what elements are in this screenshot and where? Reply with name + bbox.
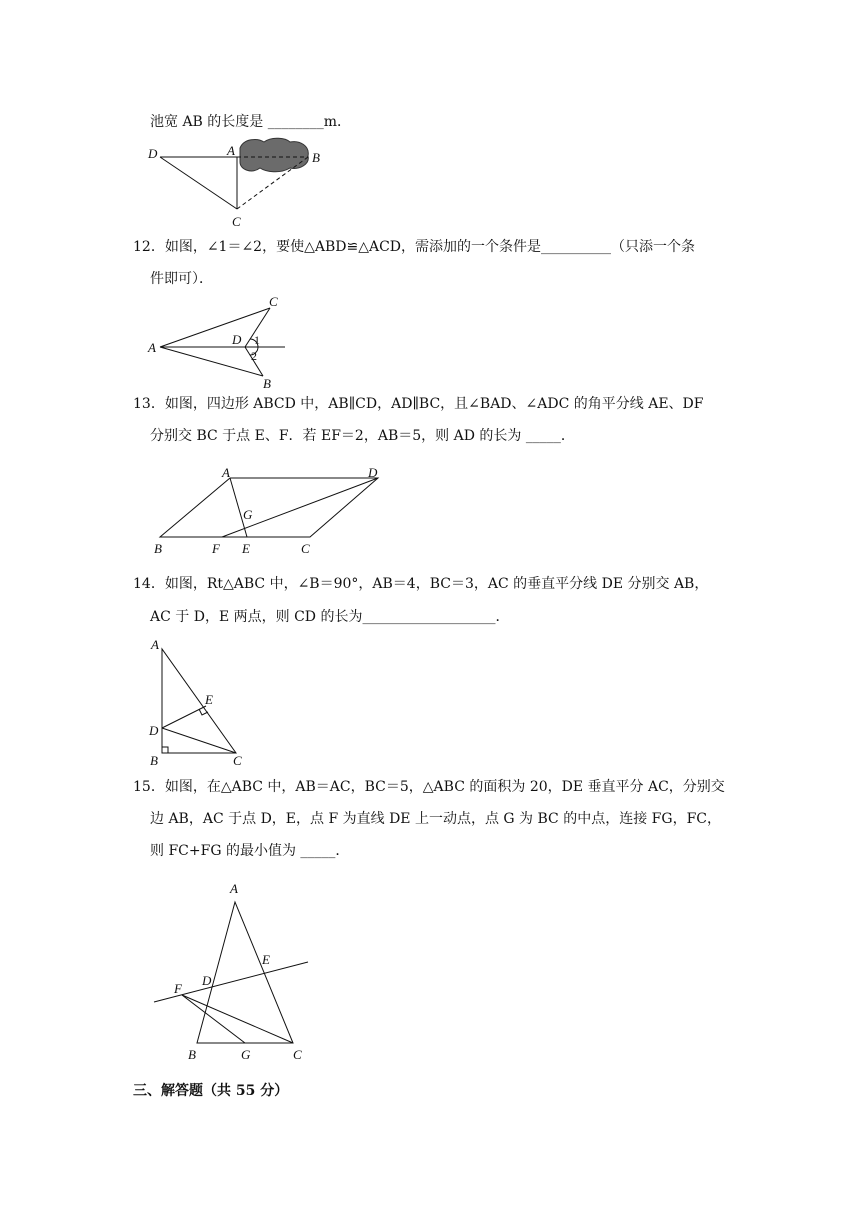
- parallelogram-ABCD: [160, 478, 378, 537]
- pond-diagram: [140, 134, 340, 234]
- angle-diagram: [145, 292, 295, 392]
- label-E: E: [205, 692, 213, 707]
- label-B: B: [188, 1047, 196, 1062]
- label-D: D: [232, 332, 242, 347]
- parallelogram-diagram: [150, 462, 400, 557]
- label-E: E: [242, 541, 250, 556]
- label-A: A: [151, 637, 159, 652]
- label-D: D: [149, 723, 159, 738]
- label-C: C: [233, 753, 242, 768]
- q15-line3-wrap: [150, 841, 349, 861]
- label-D: D: [368, 465, 378, 480]
- right-triangle-diagram: [143, 634, 263, 774]
- q12-figure: [145, 292, 295, 392]
- segment-FG: [182, 995, 245, 1043]
- label-F: F: [212, 541, 220, 556]
- label-D: D: [202, 973, 212, 988]
- label-angle-2: 2: [251, 349, 257, 363]
- q14-text-line2: AC 于 D，E 两点，则 CD 的长为___________________．: [150, 609, 510, 625]
- label-angle-1: 1: [254, 333, 260, 347]
- isosceles-triangle-diagram: [150, 878, 320, 1063]
- section-heading: 三、解答题（共 55 分）: [133, 1083, 289, 1099]
- q11-figure: [140, 134, 340, 234]
- segment-DC: [160, 157, 237, 209]
- label-C: C: [301, 541, 310, 556]
- label-C: C: [293, 1047, 302, 1062]
- q11-text: 池宽 AB 的长度是 ________m．: [150, 114, 352, 130]
- q12-text-line1: 12．如图，∠1＝∠2，要使△ABD≌△ACD，需添加的一个条件是__________（只添一个条: [133, 239, 696, 255]
- label-C: C: [269, 294, 278, 309]
- q15-text-line2: 边 AB，AC 于点 D，E，点 F 为直线 DE 上一动点，点 G 为 BC 的中点，连接 FG，FC，: [150, 811, 721, 827]
- q13-text-line1: 13．如图，四边形 ABCD 中，AB∥CD，AD∥BC，且∠BAD、∠ADC 的角平分线 AE、DF: [133, 396, 704, 412]
- label-F: F: [174, 981, 182, 996]
- label-A: A: [230, 881, 238, 896]
- label-B: B: [154, 541, 162, 556]
- q15-text-line3: 则 FC+FG 的最小值为 _____．: [150, 843, 350, 859]
- q14-text-line1: 14．如图，Rt△ABC 中，∠B＝90°，AB＝4，BC＝3，AC 的垂直平分线 DE 分别交 AB，: [133, 576, 709, 592]
- segment-DC: [162, 728, 236, 753]
- q14-figure: [143, 634, 263, 774]
- q15-text-line1: 15．如图，在△ABC 中，AB＝AC，BC＝5，△ABC 的面积为 20，DE 垂直平分 AC，分别交: [133, 779, 725, 795]
- pond-shape: [240, 138, 308, 172]
- label-B: B: [150, 753, 158, 768]
- label-A: A: [227, 143, 235, 158]
- q13-figure: [150, 462, 400, 557]
- label-A: A: [148, 340, 156, 355]
- right-angle-B: [162, 747, 168, 753]
- label-C: C: [232, 214, 241, 229]
- label-D: D: [148, 146, 158, 161]
- q12-text-line2: 件即可）．: [150, 271, 213, 287]
- label-G: G: [243, 507, 253, 522]
- q15-figure: [150, 878, 320, 1063]
- label-G: G: [241, 1047, 251, 1062]
- q13-text-line2: 分别交 BC 于点 E、F．若 EF＝2，AB＝5，则 AD 的长为 _____．: [150, 428, 575, 444]
- label-B: B: [312, 150, 320, 165]
- label-B: B: [263, 376, 271, 391]
- label-E: E: [262, 952, 270, 967]
- label-A: A: [222, 465, 230, 480]
- triangle-ABC: [162, 649, 236, 753]
